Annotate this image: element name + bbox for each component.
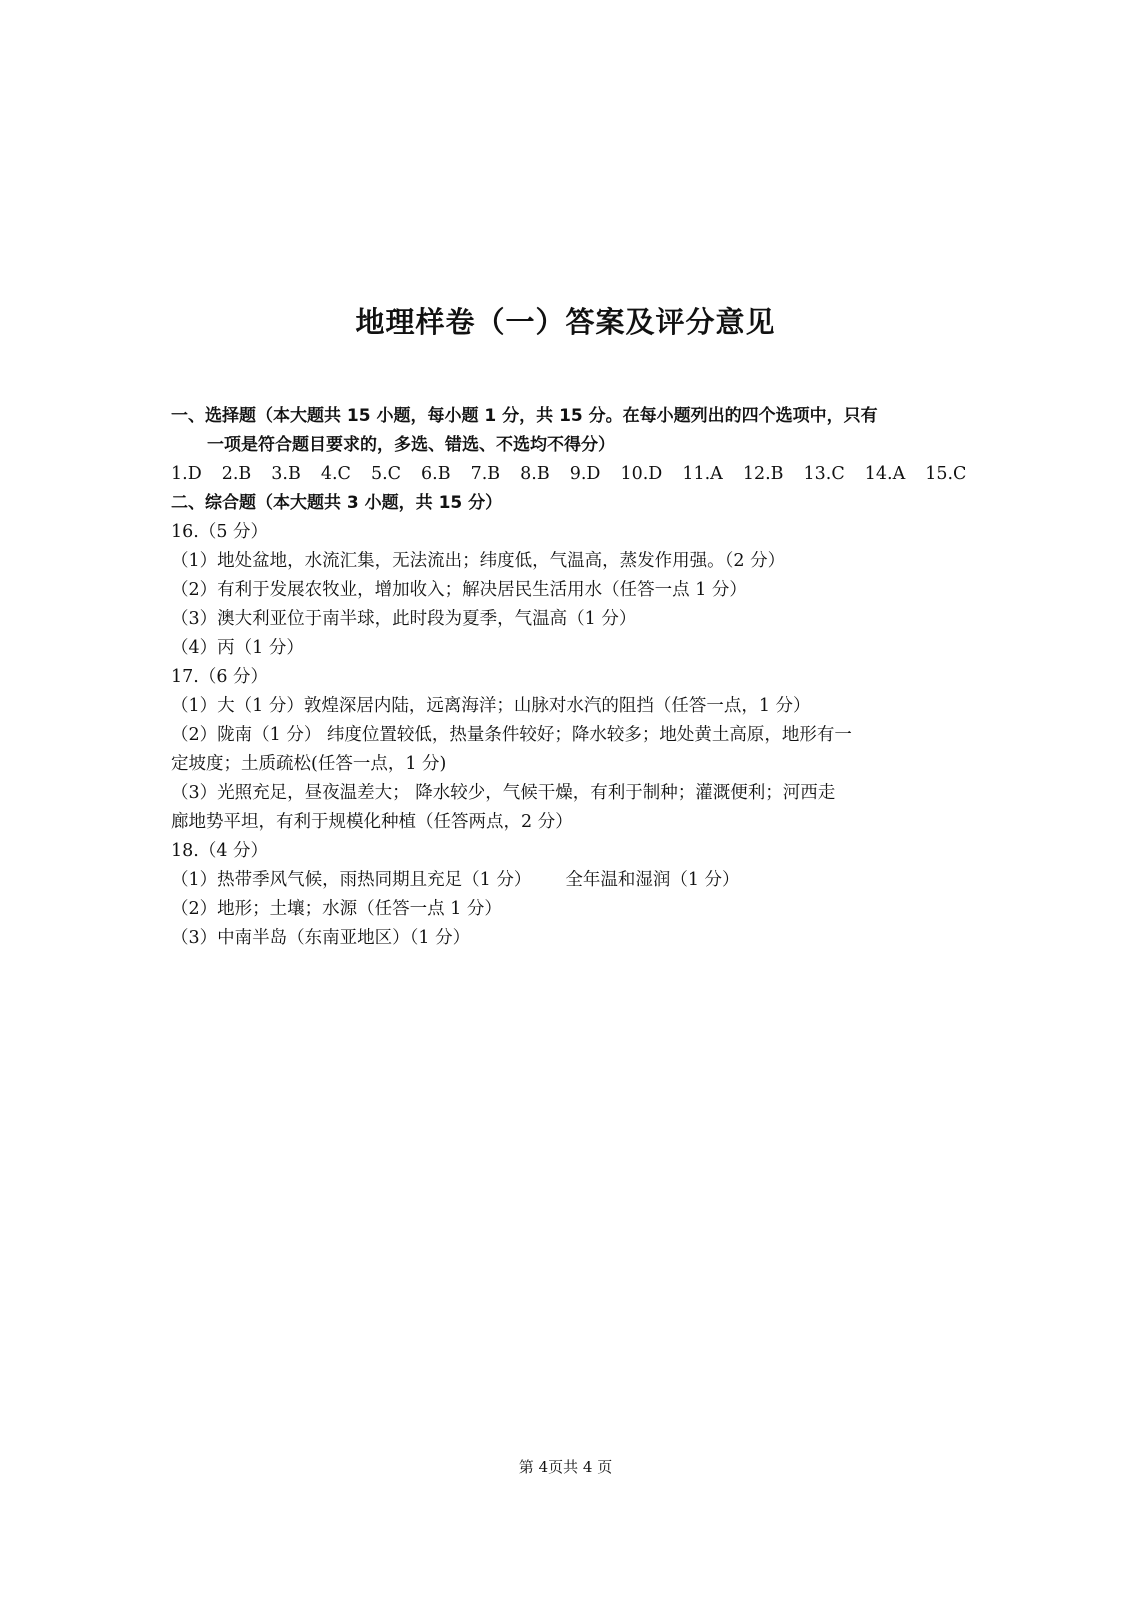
q18-answer-3: （3）中南半岛（东南亚地区）（1 分） (171, 928, 471, 948)
q18-answer-1-part2: 全年温和湿润（1 分） (565, 870, 740, 890)
section2-heading: 二、综合题（本大题共 3 小题，共 15 分） (171, 493, 503, 513)
section1-heading-line2: 一项是符合题目要求的，多选、错选、不选均不得分） (207, 435, 615, 455)
answer-item: 13.C (803, 464, 845, 484)
q18-answer-2: （2）地形；土壤；水源（任答一点 1 分） (171, 899, 502, 919)
answer-item: 7.B (470, 464, 501, 484)
q16-answer-3: （3）澳大利亚位于南半球，此时段为夏季，气温高（1 分） (171, 609, 637, 629)
answer-item: 1.D (171, 464, 202, 484)
choice-answers (171, 460, 971, 489)
answer-item: 2.B (221, 464, 252, 484)
q16-label: 16.（5 分） (171, 522, 269, 542)
answer-item: 8.B (520, 464, 550, 484)
q17-answer-2-line1: （2）陇南（1 分） 纬度位置较低，热量条件较好；降水较多；地处黄土高原，地形有一 (171, 725, 852, 745)
answer-item: 10.D (620, 464, 663, 484)
q17-answer-3-line2: 廊地势平坦，有利于规模化种植（任答两点，2 分） (171, 812, 573, 832)
answer-item: 4.C (320, 464, 351, 484)
q16-answer-1: （1）地处盆地，水流汇集，无法流出；纬度低，气温高，蒸发作用强。（2 分） (171, 551, 786, 571)
page-footer: 第 4页共 4 页 (518, 1458, 613, 1476)
answer-item: 3.B (271, 464, 301, 484)
section1-heading-line1: 一、选择题（本大题共 15 小题，每小题 1 分，共 15 分。在每小题列出的四个选项中，只有 (171, 406, 878, 426)
answer-item: 11.A (682, 464, 723, 484)
answer-item: 12.B (742, 464, 784, 484)
q17-answer-1: （1）大（1 分）敦煌深居内陆，远离海洋；山脉对水汽的阻挡（任答一点，1 分） (171, 696, 811, 716)
q17-answer-2-line2: 定坡度；土质疏松(任答一点，1 分) (171, 754, 447, 774)
answer-item: 14.A (864, 464, 906, 484)
q16-answer-2: （2）有利于发展农牧业，增加收入；解决居民生活用水（任答一点 1 分） (171, 580, 747, 600)
q17-answer-3-line1: （3）光照充足，昼夜温差大； 降水较少，气候干燥，有利于制种；灌溉便利；河西走 (171, 783, 836, 803)
answer-content (171, 402, 971, 953)
q18-label: 18.（4 分） (171, 841, 269, 861)
q18-answer-1 (171, 866, 971, 895)
answer-item: 6.B (421, 464, 451, 484)
q16-answer-4: （4）丙（1 分） (171, 638, 304, 658)
answer-item: 15.C (925, 464, 967, 484)
q17-label: 17.（6 分） (171, 667, 269, 687)
q18-answer-1-part1: （1）热带季风气候，雨热同期且充足（1 分） (171, 870, 532, 890)
page-title: 地理样卷（一）答案及评分意见 (355, 305, 776, 339)
answer-item: 9.D (569, 464, 601, 484)
answer-item: 5.C (370, 464, 402, 484)
